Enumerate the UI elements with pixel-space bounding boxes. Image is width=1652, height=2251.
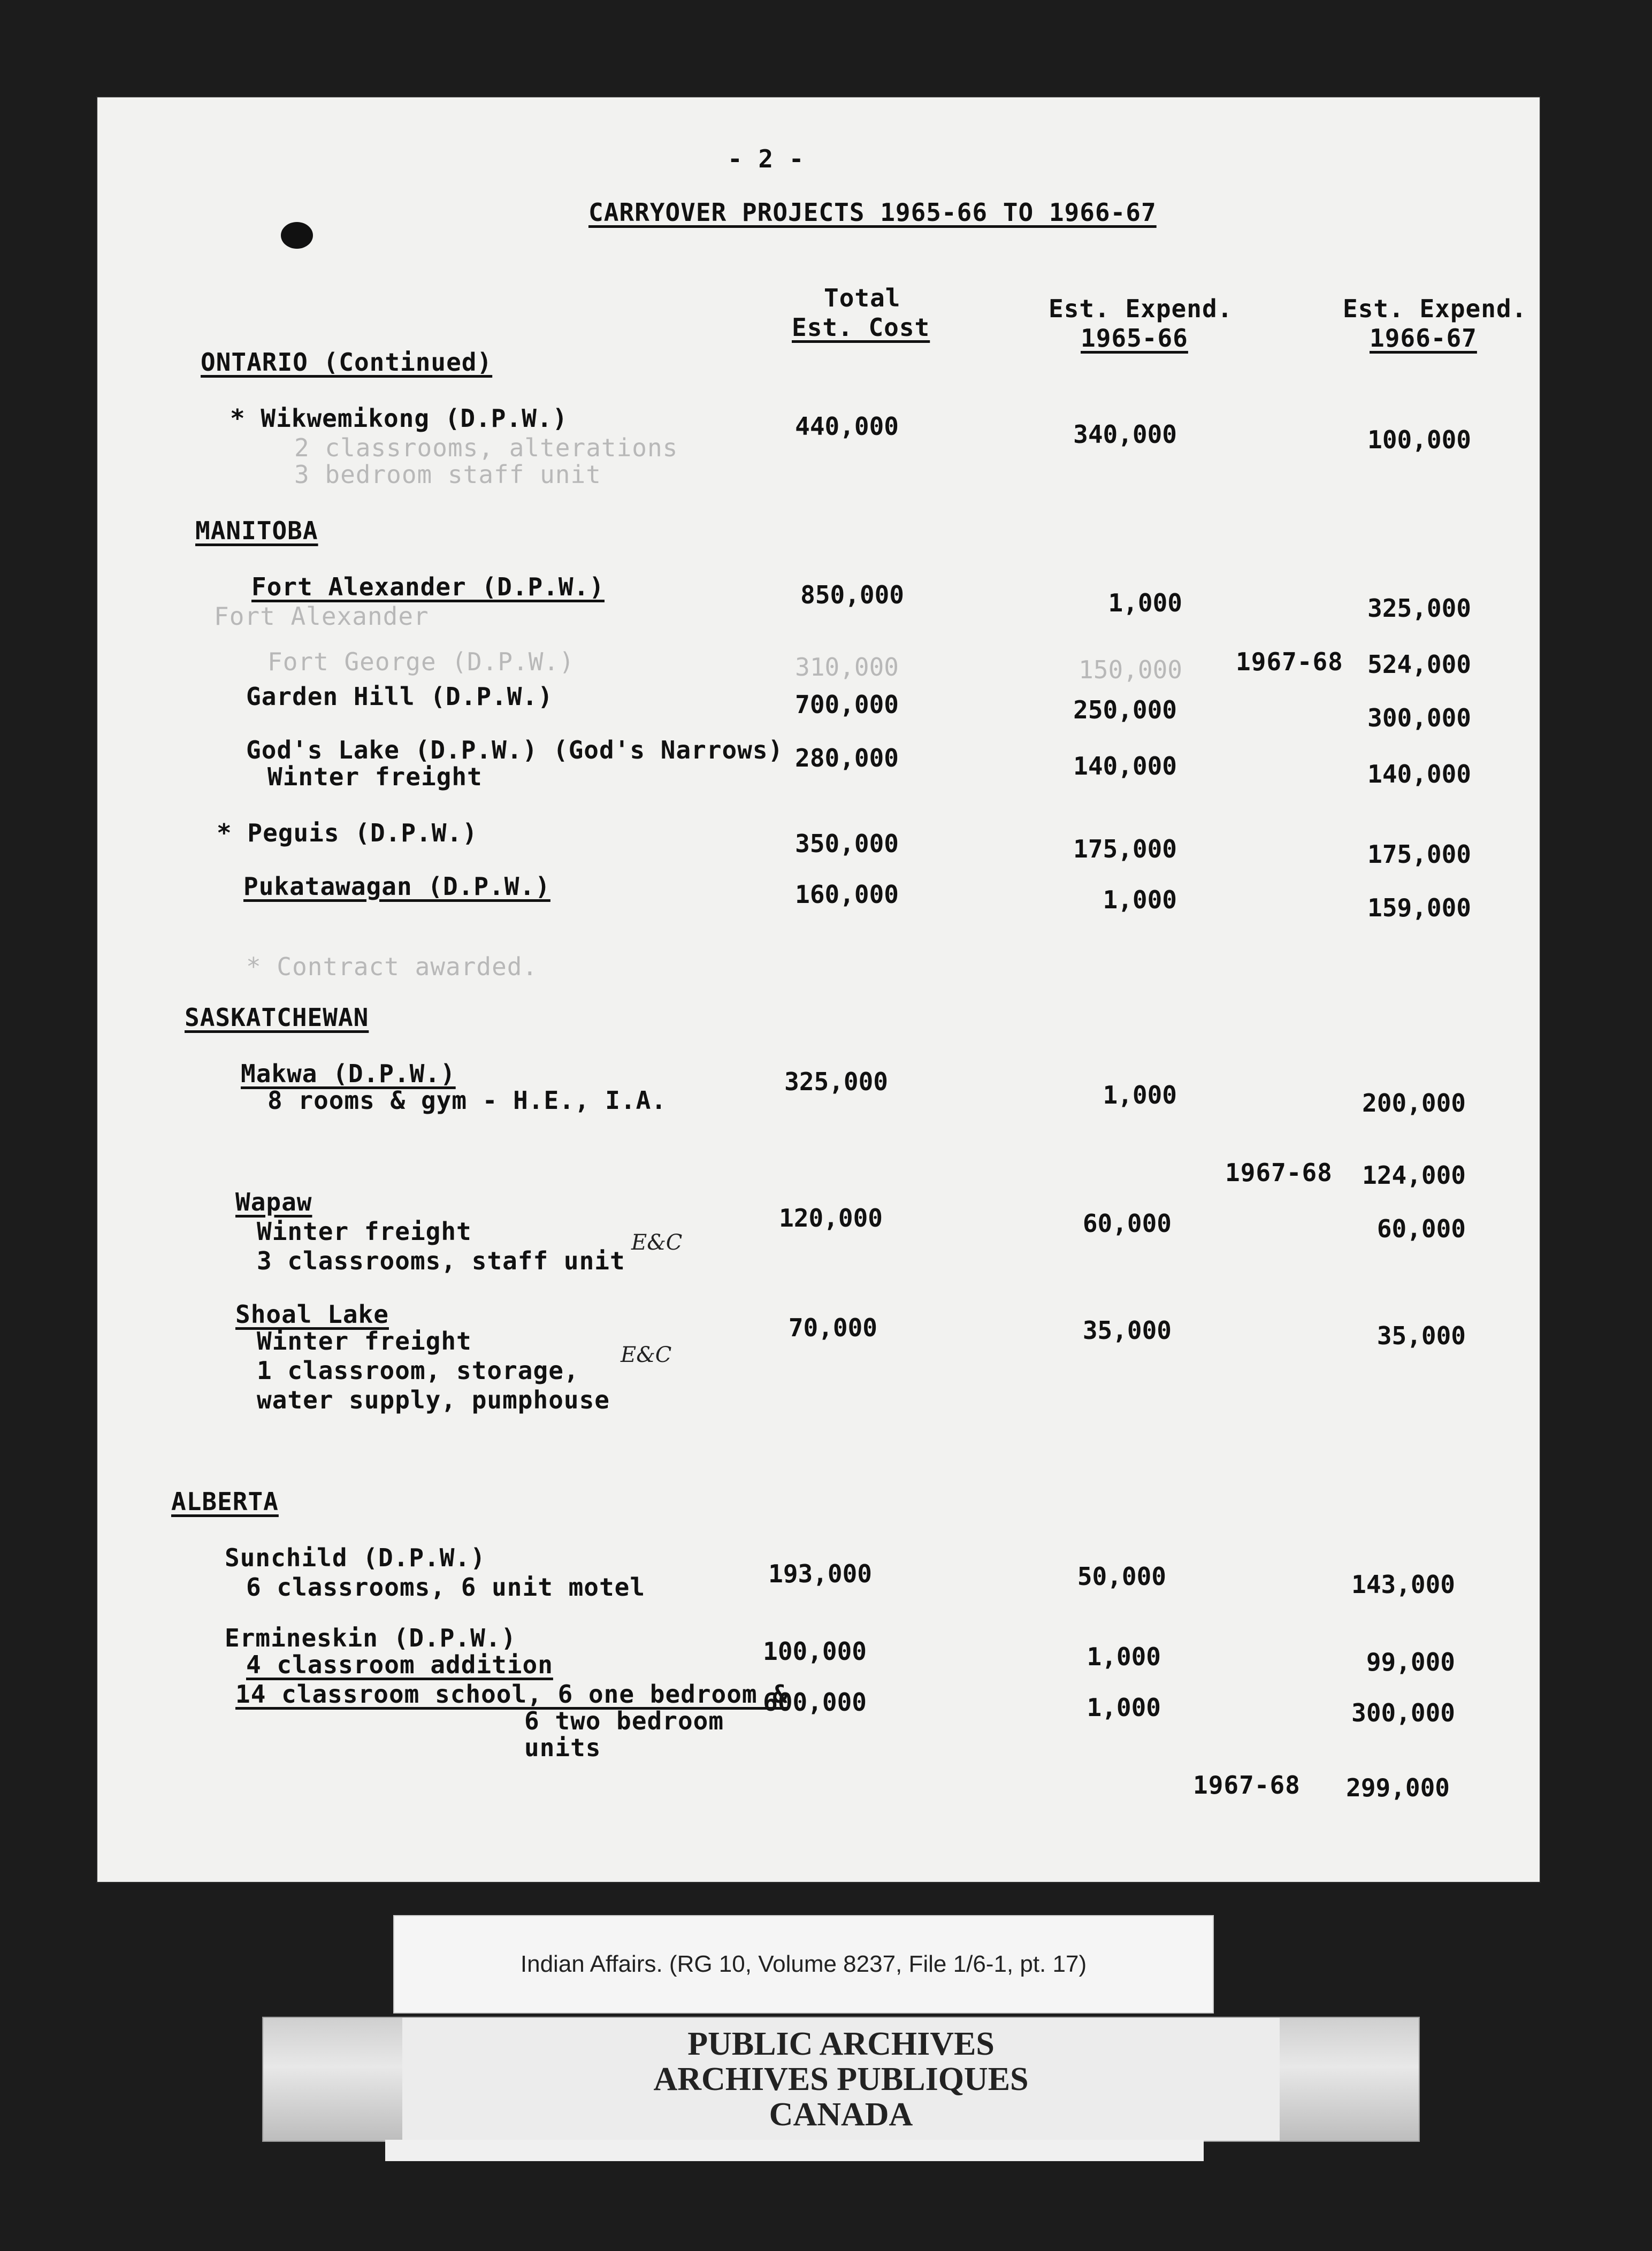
row-wikwemikong-name: * Wikwemikong (D.P.W.) — [230, 404, 568, 433]
row-garden-hill-exp1: 250,000 — [1073, 695, 1177, 724]
row-fort-alexander-name: Fort Alexander (D.P.W.) — [251, 572, 605, 601]
row-wapaw-sub1: Winter freight — [257, 1217, 472, 1246]
row-ermineskin-exp1: 1,000 — [1087, 1642, 1161, 1671]
row-shoal-lake-total: 70,000 — [788, 1313, 877, 1342]
row-wapaw-handwritten: E&C — [631, 1230, 683, 1255]
col-exp2-line2: 1966-67 — [1370, 324, 1477, 353]
row-ermineskin-exp2: 99,000 — [1366, 1648, 1455, 1676]
row-gods-lake-exp2: 140,000 — [1367, 760, 1471, 788]
row-ermineskin-school-sub2: units — [524, 1733, 601, 1762]
row-pukatawagan-exp2: 159,000 — [1367, 893, 1471, 922]
row-garden-hill-exp2: 300,000 — [1367, 703, 1471, 732]
row-gods-lake-name: God's Lake (D.P.W.) (God's Narrows) — [246, 736, 784, 764]
archive-reference-card — [393, 1915, 1214, 2013]
row-fort-george-exp1: 150,000 — [1079, 655, 1182, 684]
section-ontario-label: ONTARIO (Continued) — [201, 348, 493, 377]
row-wapaw-exp1: 60,000 — [1082, 1209, 1172, 1238]
row-wikwemikong-detail2: 3 bedroom staff unit — [294, 460, 601, 489]
row-wikwemikong-detail1: 2 classrooms, alterations — [294, 433, 678, 462]
section-saskatchewan: SASKATCHEWAN — [185, 1003, 369, 1032]
row-makwa-exp2: 200,000 — [1362, 1089, 1466, 1117]
row-sunchild-sub: 6 classrooms, 6 unit motel — [246, 1573, 646, 1602]
row-ermineskin-school-sub1: 6 two bedroom — [524, 1706, 724, 1735]
row-makwa-exp1: 1,000 — [1103, 1081, 1177, 1109]
row-shoal-lake-exp2: 35,000 — [1376, 1321, 1466, 1350]
row-ermineskin-school-note: 1967-68 — [1193, 1771, 1301, 1800]
row-shoal-lake-sub2: 1 classroom, storage, — [257, 1356, 579, 1385]
row-garden-hill-total: 700,000 — [795, 690, 899, 719]
row-fort-alexander-note: 1967-68 — [1236, 647, 1343, 676]
row-pukatawagan-name: Pukatawagan (D.P.W.) — [243, 872, 550, 901]
archives-stamp — [402, 2018, 1280, 2141]
ink-blot — [281, 222, 313, 249]
row-wapaw-exp2: 60,000 — [1376, 1214, 1466, 1243]
row-makwa-note: 1967-68 — [1225, 1158, 1333, 1187]
row-peguis-exp1: 175,000 — [1073, 834, 1177, 863]
section-manitoba: MANITOBA — [195, 516, 318, 545]
row-fort-alexander-exp2b: 524,000 — [1367, 650, 1471, 679]
row-gods-lake-total: 280,000 — [795, 744, 899, 772]
col-total-line1: Total — [824, 284, 901, 312]
section-alberta: ALBERTA — [171, 1487, 279, 1516]
col-exp1-line2: 1965-66 — [1081, 324, 1188, 353]
row-ermineskin-school-exp2: 300,000 — [1351, 1698, 1455, 1727]
row-sunchild-exp2: 143,000 — [1351, 1570, 1455, 1599]
row-wapaw-total: 120,000 — [779, 1204, 883, 1232]
row-fort-alexander-total: 850,000 — [800, 580, 904, 609]
row-sunchild-total: 193,000 — [768, 1559, 872, 1588]
row-fort-alexander-exp1: 1,000 — [1108, 588, 1182, 617]
row-makwa-sub: 8 rooms & gym - H.E., I.A. — [267, 1086, 667, 1115]
row-fort-george-name: Fort George (D.P.W.) — [267, 647, 575, 676]
col-exp2-line1: Est. Expend. — [1343, 294, 1527, 323]
row-ermineskin-name: Ermineskin (D.P.W.) — [225, 1624, 517, 1652]
row-fort-alexander-exp2: 325,000 — [1367, 594, 1471, 623]
row-shoal-lake-name: Shoal Lake — [235, 1300, 389, 1329]
row-peguis-name: * Peguis (D.P.W.) — [217, 818, 478, 847]
manitoba-footnote: * Contract awarded. — [246, 952, 538, 981]
row-wikwemikong-exp1: 340,000 — [1073, 420, 1177, 449]
archive-reference: Indian Affairs. (RG 10, Volume 8237, File 1/6-1, pt. 17) — [520, 1951, 1087, 1977]
archives-line-3: CANADA — [769, 2096, 913, 2133]
row-fort-george-total: 310,000 — [795, 653, 899, 682]
bottom-strip — [385, 2140, 1204, 2161]
row-garden-hill-name: Garden Hill (D.P.W.) — [246, 682, 553, 711]
row-shoal-lake-handwritten: E&C — [621, 1343, 672, 1367]
row-ermineskin-school-name: 14 classroom school, 6 one bedroom & — [235, 1680, 788, 1709]
row-makwa-total: 325,000 — [784, 1067, 888, 1096]
row-gods-lake-exp1: 140,000 — [1073, 752, 1177, 780]
col-exp1-line1: Est. Expend. — [1049, 294, 1233, 323]
row-gods-lake-sub: Winter freight — [267, 762, 483, 791]
row-fort-alexander-detail: Fort Alexander — [214, 602, 429, 631]
row-ermineskin-school-exp1: 1,000 — [1087, 1693, 1161, 1722]
archives-line-2: ARCHIVES PUBLIQUES — [653, 2061, 1029, 2097]
col-total-line2: Est. Cost — [792, 313, 930, 342]
section-ontario — [201, 348, 492, 377]
row-pukatawagan-total: 160,000 — [795, 880, 899, 909]
row-wapaw-name: Wapaw — [235, 1188, 312, 1216]
page-number: - 2 - — [728, 144, 805, 173]
row-makwa-name: Makwa (D.P.W.) — [241, 1059, 456, 1088]
row-ermineskin-school-exp2b: 299,000 — [1346, 1773, 1450, 1802]
row-wikwemikong-total: 440,000 — [795, 412, 899, 441]
row-shoal-lake-sub1: Winter freight — [257, 1327, 472, 1356]
row-sunchild-exp1: 50,000 — [1077, 1562, 1166, 1591]
row-makwa-exp2b: 124,000 — [1362, 1161, 1466, 1190]
row-wapaw-sub2: 3 classrooms, staff unit — [257, 1246, 625, 1275]
archives-stamp-band — [262, 2017, 1420, 2142]
row-ermineskin-total: 100,000 — [763, 1637, 867, 1666]
row-pukatawagan-exp1: 1,000 — [1103, 885, 1177, 914]
row-wikwemikong-exp2: 100,000 — [1367, 425, 1471, 454]
row-peguis-exp2: 175,000 — [1367, 840, 1471, 869]
row-ermineskin-sub1: 4 classroom addition — [246, 1650, 553, 1679]
page-title: CARRYOVER PROJECTS 1965-66 TO 1966-67 — [588, 198, 1157, 227]
document-page — [96, 96, 1541, 1883]
archives-line-1: PUBLIC ARCHIVES — [687, 2026, 995, 2062]
row-shoal-lake-sub3: water supply, pumphouse — [257, 1385, 610, 1414]
row-peguis-total: 350,000 — [795, 829, 899, 858]
row-sunchild-name: Sunchild (D.P.W.) — [225, 1543, 486, 1572]
row-ermineskin-school-total: 600,000 — [763, 1688, 867, 1717]
row-shoal-lake-exp1: 35,000 — [1082, 1316, 1172, 1345]
